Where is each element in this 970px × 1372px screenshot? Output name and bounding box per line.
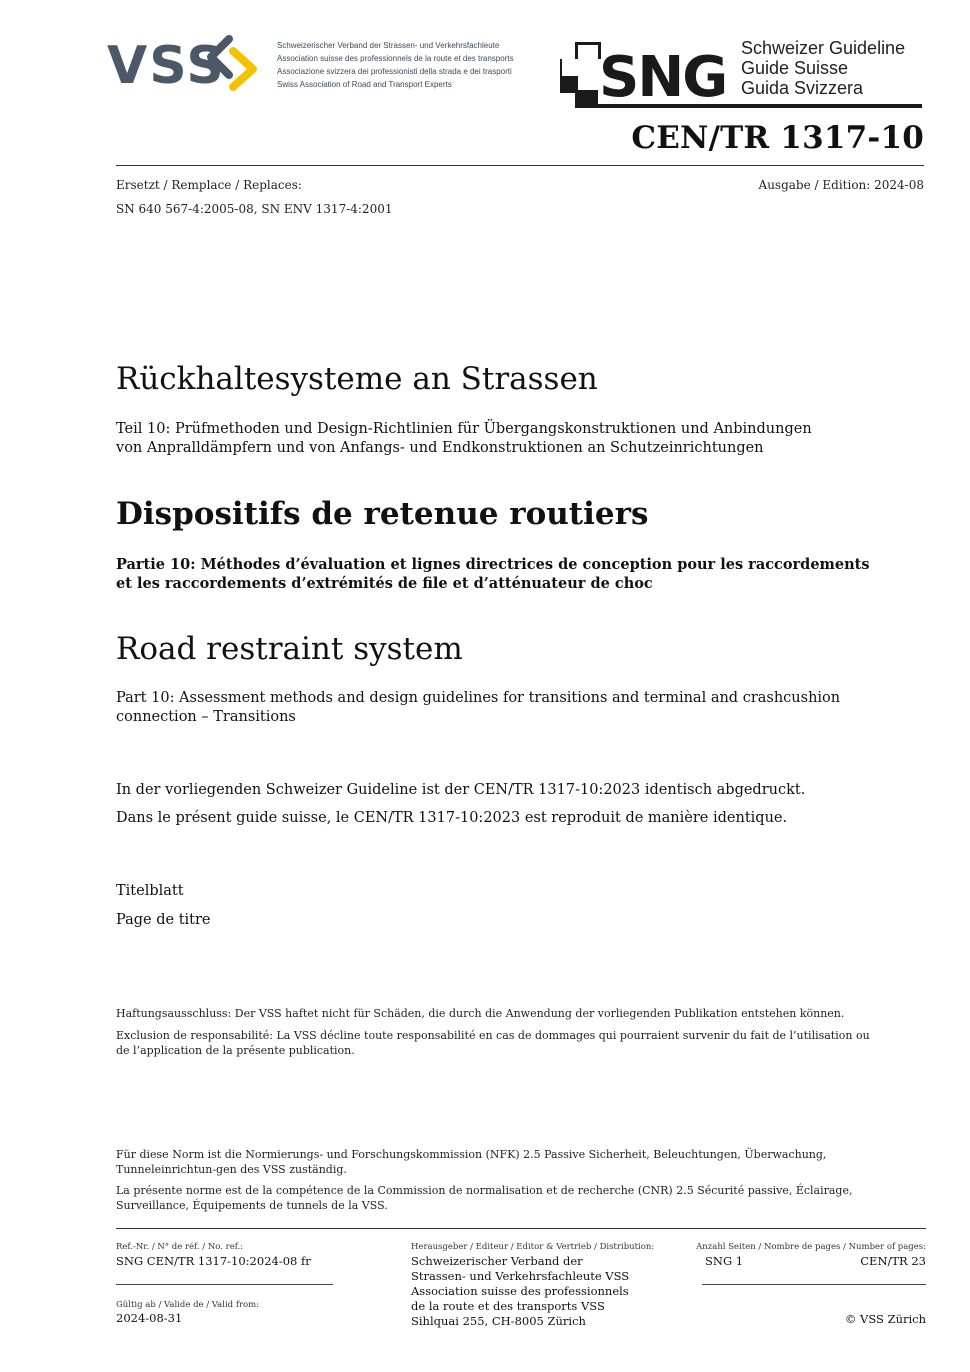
page-count-divider xyxy=(702,1284,926,1285)
titlepage-label-french: Page de titre xyxy=(116,912,211,928)
vss-association-en: Swiss Association of Road and Transport Experts xyxy=(277,80,452,89)
copyright: © VSS Zürich xyxy=(844,1312,926,1326)
footer-divider xyxy=(116,1228,926,1229)
valid-from-label: Gültig ab / Valide de / Valid from: xyxy=(116,1300,260,1310)
vss-association-names xyxy=(277,39,514,91)
sng-names xyxy=(741,38,905,98)
vss-association-it: Associazione svizzera dei professionisti della strada e dei trasporti xyxy=(277,67,512,76)
subtitle-german-line: von Anpralldämpfern und von Anfangs- und Endkonstruktionen an Schutzeinrichtungen xyxy=(116,440,764,456)
title-english: Road restraint system xyxy=(116,631,463,667)
titlepage-label-german: Titelblatt xyxy=(116,883,184,899)
replaces-label: Ersetzt / Remplace / Replaces: xyxy=(116,178,302,192)
disclaimer-german: Haftungsausschluss: Der VSS haftet nicht für Schäden, die durch die Anwendung der vorliegenden Publikation entstehen können. xyxy=(116,1007,845,1020)
vss-logo-text: VSS xyxy=(107,36,226,91)
sng-name-de: Schweizer Guideline xyxy=(741,38,906,58)
vss-association-de: Schweizerischer Verband der Strassen- und Verkehrsfachleute xyxy=(277,41,500,50)
subtitle-german-line: Teil 10: Prüfmethoden und Design-Richtlinien für Übergangskonstruktionen und Anbindungen xyxy=(116,421,812,437)
page-count-cen: CEN/TR 23 xyxy=(860,1254,926,1268)
title-german: Rückhaltesysteme an Strassen xyxy=(116,361,598,397)
reference-number-label: Ref.-Nr. / N° de réf. / No. ref.: xyxy=(116,1242,244,1252)
committee-french: La présente norme est de la compétence de la Commission de normalisation et de recherche (CNR) 2.5 Sécurité passive, Éclairage, Surveillance, Équipements de tunnels de la VSS. xyxy=(116,1184,853,1212)
subtitle-french-line: Partie 10: Méthodes d’évaluation et lignes directrices de conception pour les raccordements xyxy=(116,556,870,573)
subtitle-german xyxy=(116,420,916,458)
identical-note-french: Dans le présent guide suisse, le CEN/TR 1317-10:2023 est reproduit de manière identique. xyxy=(116,810,788,826)
vss-association-fr: Association suisse des professionnels de la route et des transports xyxy=(277,54,514,63)
page-count-label: Anzahl Seiten / Nombre de pages / Number of pages: xyxy=(696,1242,926,1252)
sng-name-fr: Guide Suisse xyxy=(741,58,849,78)
publisher-line: Strassen- und Verkehrsfachleute VSS xyxy=(411,1269,630,1283)
committee-german: Für diese Norm ist die Normierungs- und Forschungskommission (NFK) 2.5 Passive Sicherheit, Beleuchtungen, Überwachung, Tunneleinrichtun-gen des VSS zuständig. xyxy=(116,1148,827,1176)
vss-logo xyxy=(107,33,267,91)
reference-number-value: SNG CEN/TR 1317-10:2024-08 fr xyxy=(116,1254,311,1268)
edition-date: Ausgabe / Edition: 2024-08 xyxy=(758,178,924,192)
vss-arrow-yellow-icon xyxy=(233,51,253,87)
identical-note-german: In der vorliegenden Schweizer Guideline ist der CEN/TR 1317-10:2023 identisch abgedruckt. xyxy=(116,782,806,798)
subtitle-french-line: et les raccordements d’extrémités de file et d’atténuateur de choc xyxy=(116,575,653,592)
publisher-label: Herausgeber / Editeur / Editor & Vertrieb / Distribution: xyxy=(411,1242,655,1252)
title-french: Dispositifs de retenue routiers xyxy=(116,496,649,532)
valid-from-value: 2024-08-31 xyxy=(116,1311,183,1325)
subtitle-english: Part 10: Assessment methods and design guidelines for transitions and terminal and crashcushion connection – Transitions xyxy=(116,690,841,725)
reference-divider xyxy=(116,1284,333,1285)
publisher-line: Association suisse des professionnels xyxy=(411,1284,629,1298)
publisher-line: de la route et des transports VSS xyxy=(411,1299,605,1313)
replaces-value: SN 640 567-4:2005-08, SN ENV 1317-4:2001 xyxy=(116,202,393,216)
sng-name-it: Guida Svizzera xyxy=(741,78,864,98)
publisher-line: Sihlquai 255, CH-8005 Zürich xyxy=(411,1314,586,1328)
sng-logo-text: SNG xyxy=(599,45,727,110)
page-count-sng: SNG 1 xyxy=(705,1254,744,1268)
publisher-address xyxy=(411,1254,629,1329)
header-divider xyxy=(116,165,924,166)
publisher-line: Schweizerischer Verband der xyxy=(411,1254,583,1268)
disclaimer-french: Exclusion de responsabilité: La VSS décline toute responsabilité en cas de dommages qui pourraient survenir du fait de l’utilisation ou de l’application de la présente publication. xyxy=(116,1029,870,1057)
document-number: CEN/TR 1317-10 xyxy=(631,120,924,156)
subtitle-french xyxy=(116,555,916,593)
